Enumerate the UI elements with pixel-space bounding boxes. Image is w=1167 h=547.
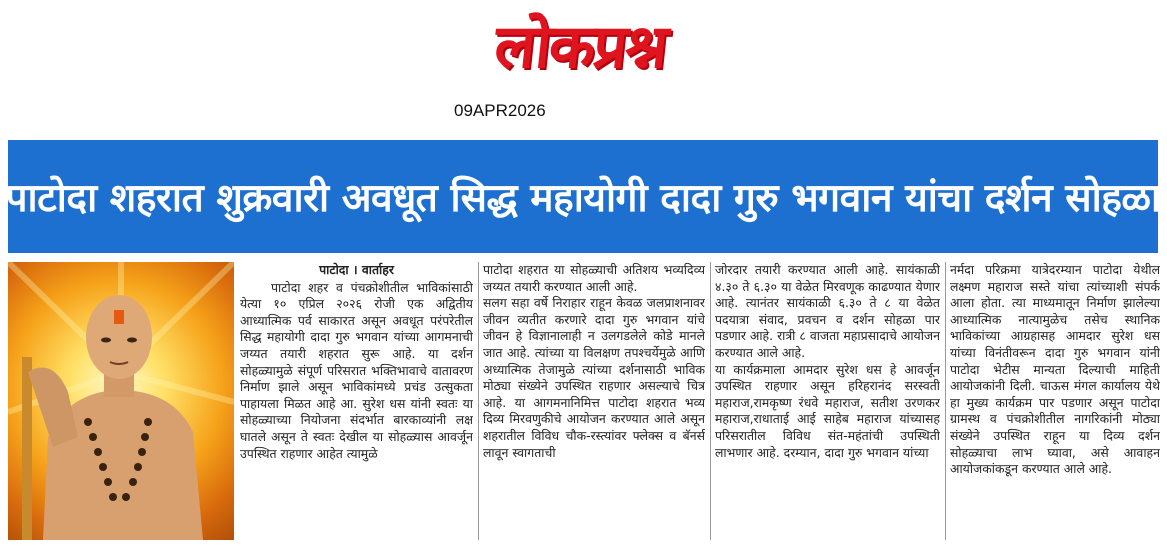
article-text-col3: जोरदार तयारी करण्यात आली आहे. सायंकाळी ४.३० ते ६.३० या वेळेत मिरवणूक काढण्यात येणार आहे. त्यानंतर सायंकाळी ६.३० ते ८ या वेळेत पदयात्रा संवाद, प्रवचन व दर्शन सोहळा पार पडणार आहे. रात्री ८ वाजता महाप्रसादाचे आयोजन करण्यात आले आहे. या कार्यक्रमाला आमदार सुरेश धस हे आवर्जून उपस्थित राहणार असून हरिहरानंद सरस्वती महाराज,रामकृष्ण रंधवे महाराज, सतीश उरणकर महाराज,राधाताई आई साहेब महाराज यांच्यासह परिसरातील विविध संत-महंतांची उपस्थिती लाभणार आहे. दरम्यान, दादा गुरु भगवान यांच्या xyxy=(715,262,940,460)
saint-photo xyxy=(8,262,234,540)
article-column-4 xyxy=(950,262,1160,542)
edition-date: 09APR2026 xyxy=(454,101,546,120)
column-divider xyxy=(945,262,946,540)
column-divider xyxy=(710,262,711,540)
column-divider xyxy=(478,262,479,540)
article-text-col2: पाटोदा शहरात या सोहळ्याची अतिशय भव्यदिव्य जय्यत तयारी करण्यात आली आहे. सलग सहा वर्षे निराहार राहून केवळ जलप्राशनावर जीवन व्यतीत करणारे दादा गुरु भगवान यांचे जीवन हे विज्ञानालाही न उलगडलेले कोडे मानले जात आहे. त्यांच्या या विलक्षण तपश्चर्येमुळे आणि अध्यात्मिक तेजामुळे त्यांच्या दर्शनासाठी भाविक मोठ्या संख्येने उपस्थित राहणार असल्याचे चित्र आहे. या आगमनानिमित्त पाटोदा शहरात भव्य दिव्य मिरवणुकीचे आयोजन करण्यात आले असून शहरातील विविध चौक-रस्त्यांवर फ्लेक्स व बॅनर्स लावून स्वागताची xyxy=(483,262,705,460)
saint-portrait-icon xyxy=(8,262,234,540)
article-column-1 xyxy=(240,262,473,542)
dateline: पाटोदा । वार्ताहर xyxy=(319,262,394,277)
article-column-2 xyxy=(483,262,705,542)
article-column-3 xyxy=(715,262,940,542)
masthead-logo xyxy=(440,2,720,92)
headline: पाटोदा शहरात शुक्रवारी अवधूत सिद्ध महायोगी दादा गुरु भगवान यांचा दर्शन सोहळा xyxy=(5,176,1161,221)
article-text-col4: नर्मदा परिक्रमा यात्रेदरम्यान पाटोदा येथील लक्ष्मण महाराज सस्ते यांचा त्यांच्याशी संपर्क आला होता. त्या माध्यमातून निर्माण झालेल्या आध्यात्मिक नात्यामुळेच तसेच स्थानिक भाविकांच्या आग्रहासह आमदार सुरेश धस यांच्या विनंतीवरून दादा गुरु भगवान यांनी पाटोदा भेटीस मान्यता दिल्याची माहिती आयोजकांनी दिली. चाऊस मंगल कार्यालय येथे हा मुख्य कार्यक्रम पार पडणार असून पाटोदा ग्रामस्थ व पंचक्रोशीतील नागरिकांनी मोठ्या संख्येने उपस्थित राहून या दिव्य दर्शन सोहळ्याचा लाभ घ्यावा, असे आवाहन आयोजकांकडून करण्यात आले आहे. xyxy=(950,262,1160,477)
masthead-title: लोकप्रश्न xyxy=(490,12,670,82)
article-text-col1: पाटोदा शहर व पंचक्रोशीतील भाविकांसाठी येत्या १० एप्रिल २०२६ रोजी एक अद्वितीय आध्यात्मिक पर्व साकारत असून अवधूत परंपरेतील सिद्ध महायोगी दादा गुरु भगवान यांच्या आगमनाची जय्यत तयारी शहरात सुरू आहे. या दर्शन सोहळ्यामुळे संपूर्ण परिसरात भक्तिभावाचे वातावरण निर्माण झाले असून भाविकांमध्ये प्रचंड उत्सुकता पाहायला मिळत आहे आ. सुरेश धस यांनी स्वतः या सोहळ्याच्या नियोजना संदर्भात बारकाव्यांनी लक्ष घातले असून ते स्वतः देखील या सोहळ्यास आवर्जून उपस्थित राहणार आहेत त्यामुळे xyxy=(240,279,473,461)
headline-banner xyxy=(5,140,1161,253)
